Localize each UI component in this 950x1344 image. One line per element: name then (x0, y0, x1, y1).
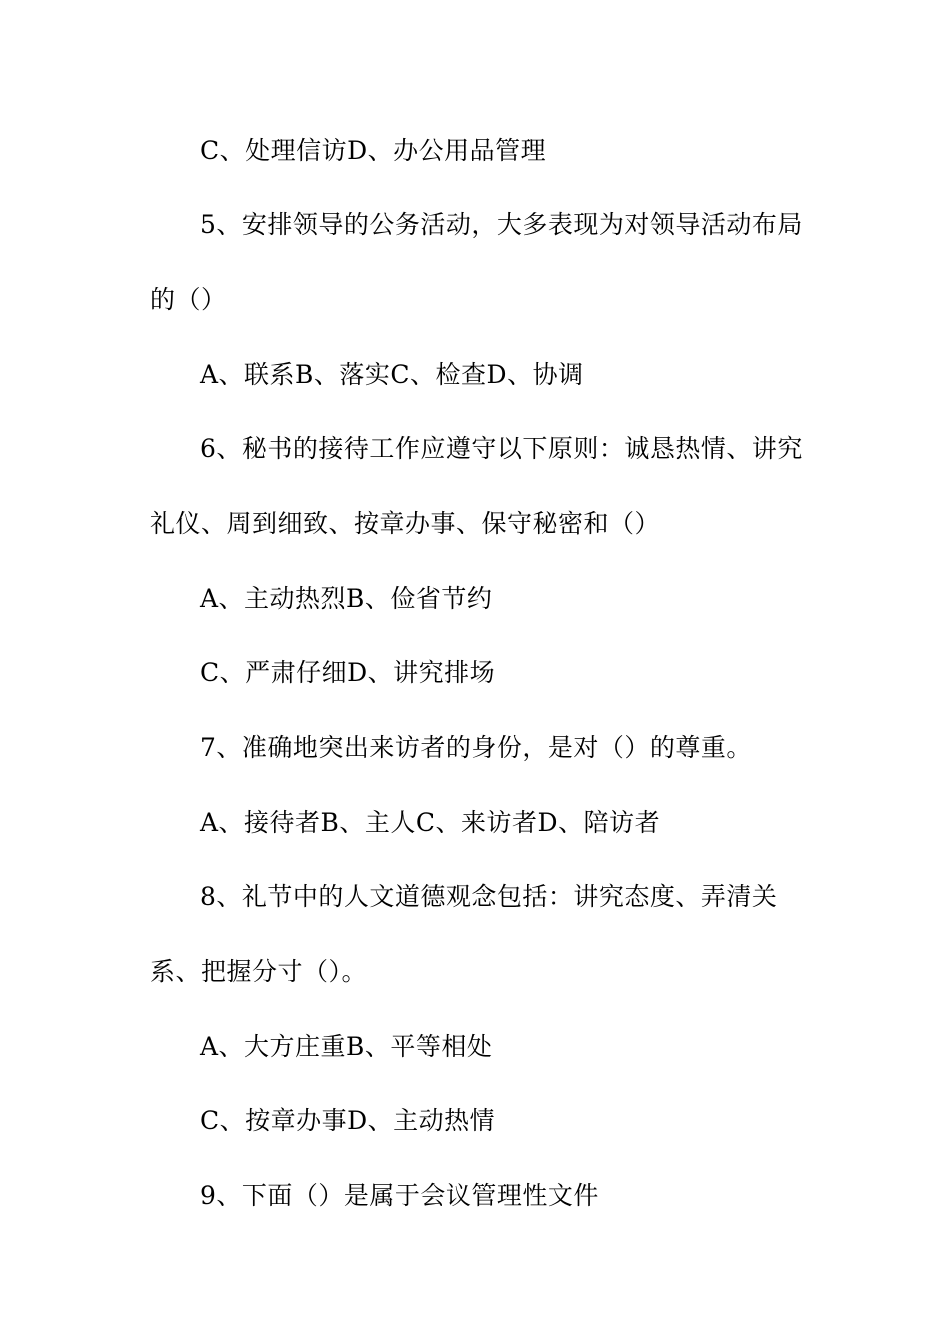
question-5-line-2: 的（） (150, 285, 227, 314)
options-q5: A、联系B、落实C、检查D、协调 (200, 360, 584, 389)
options-a-b-q8: A、大方庄重B、平等相处 (200, 1032, 493, 1061)
question-6-line-1: 6、秘书的接待工作应遵守以下原则：诚恳热情、讲究 (200, 434, 803, 463)
question-9: 9、下面（）是属于会议管理性文件 (200, 1181, 599, 1210)
question-8-line-1: 8、礼节中的人文道德观念包括：讲究态度、弄清关 (200, 882, 778, 911)
question-5-line-1: 5、安排领导的公务活动，大多表现为对领导活动布局 (200, 210, 803, 239)
options-c-d-q6: C、严肃仔细D、讲究排场 (200, 658, 496, 687)
question-8-line-2: 系、把握分寸（）。 (150, 957, 368, 986)
question-6-line-2: 礼仪、周到细致、按章办事、保守秘密和（） (150, 509, 661, 538)
question-7: 7、准确地突出来访者的身份，是对（）的尊重。 (200, 733, 752, 762)
options-q7: A、接待者B、主人C、来访者D、陪访者 (200, 808, 661, 837)
options-c-d-q8: C、按章办事D、主动热情 (200, 1106, 496, 1135)
option-line-c-d-q4: C、处理信访D、办公用品管理 (200, 136, 547, 165)
options-a-b-q6: A、主动热烈B、俭省节约 (200, 584, 493, 613)
